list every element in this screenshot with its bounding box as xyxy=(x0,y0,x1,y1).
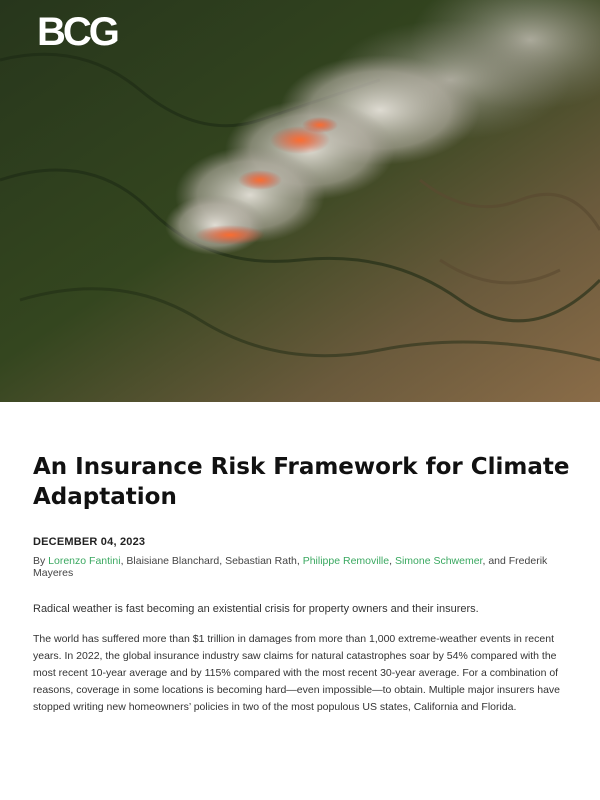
article-title: An Insurance Risk Framework for Climate Adaptation xyxy=(33,454,570,510)
author-link[interactable]: Lorenzo Fantini xyxy=(48,555,121,567)
byline: By Lorenzo Fantini, Blaisiane Blanchard, Sebastian Rath, Philippe Removille, Simone Schwemer, and Frederik Mayeres xyxy=(33,555,548,579)
article-content xyxy=(33,452,573,727)
author-link[interactable]: Philippe Removille xyxy=(302,555,390,567)
author-name: Sebastian Rath xyxy=(225,555,297,567)
article-intro: Radical weather is fast becoming an existential crisis for property owners and their insurers. xyxy=(33,603,479,615)
author-name: Blaisiane Blanchard xyxy=(126,555,220,567)
byline-prefix: By xyxy=(33,555,49,567)
publish-date: DECEMBER 04, 2023 xyxy=(33,536,146,548)
author-link[interactable]: Simone Schwemer xyxy=(394,555,483,567)
author-name: Frederik Mayeres xyxy=(33,555,548,579)
bcg-logo[interactable]: BCG xyxy=(37,10,117,54)
article-body: The world has suffered more than $1 trillion in damages from more than 1,000 extreme-weather events in recent years. In 2022, the global insurance industry saw claims for natural catastrophes soar by 54% compared with the most recent 10-year average and by 115% compared with the most recent 30-year average. For a combination of reasons, coverage in some locations is becoming hard—even impossible—to obtain. Multiple major insurers have stopped writing new homeowners’ policies in two of the most populous US states, California and Florida. xyxy=(33,633,561,713)
